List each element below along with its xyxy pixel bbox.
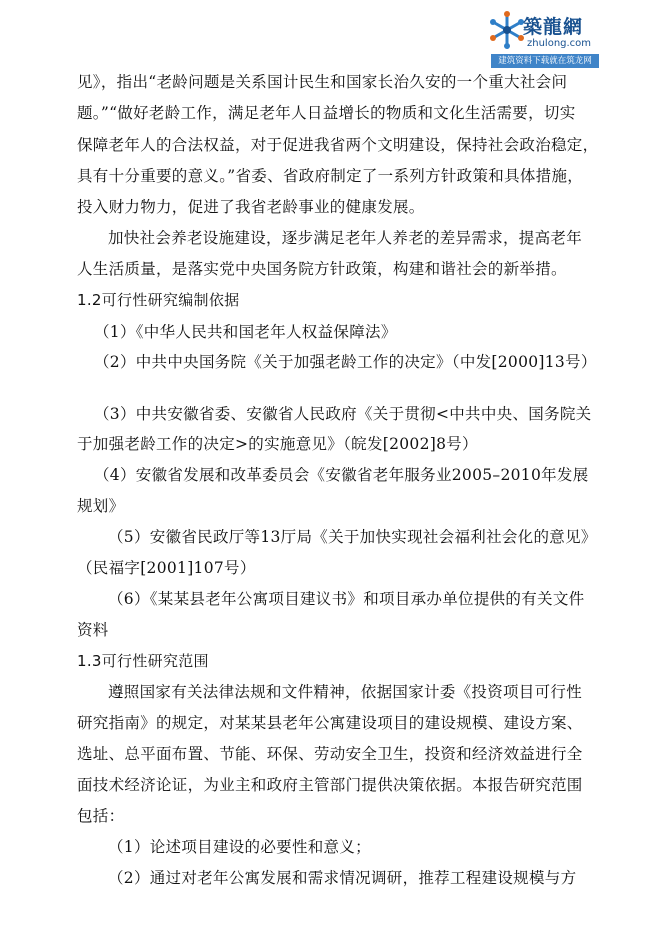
reference-item-2: （2）中共中央国务院《关于加强老龄工作的决定》（中发[2000]13号） [94,353,597,371]
paragraph-line: 包括： [77,807,125,825]
reference-item-5-cont: （民福字[2001]107号） [77,559,256,577]
reference-item-5: （5）安徽省民政厅等13厅局《关于加快实现社会福利社会化的意见》 [108,528,597,546]
reference-item-4: （4）安徽省发展和改革委员会《安徽省老年服务业2005–2010年发展 [94,466,589,484]
paragraph-line: 保障老年人的合法权益，对于促进我省两个文明建设，保持社会政治稳定， [77,136,599,154]
section-heading-1-2: 1.2可行性研究编制依据 [77,291,240,309]
reference-item-6-cont: 资料 [77,621,109,639]
reference-item-3: （3）中共安徽省委、安徽省人民政府《关于贯彻<中共中央、国务院关 [94,405,592,423]
reference-item-3-cont: 于加强老龄工作的决定>的实施意见》（皖发[2002]8号） [77,435,478,453]
paragraph-line: 遵照国家有关法律法规和文件精神，依据国家计委《投资项目可行性 [108,683,583,701]
paragraph-line: 具有十分重要的意义。”省委、省政府制定了一系列方针政策和具体措施， [77,167,584,185]
reference-item-1: （1）《中华人民共和国老年人权益保障法》 [94,323,397,341]
logo-url: zhulong.com [527,38,592,49]
paragraph-line: 题。”“做好老龄工作，满足老年人日益增长的物质和文化生活需要，切实 [77,104,576,122]
paragraph-line: 见》，指出“老龄问题是关系国计民生和国家长治久安的一个重大社会问 [77,73,568,91]
scope-item-1: （1）论述项目建设的必要性和意义； [108,838,371,856]
zhulong-logo [487,8,603,72]
logo-tagline: 建筑资料下载就在筑龙网 [491,54,599,68]
scope-item-2: （2）通过对老年公寓发展和需求情况调研，推荐工程建设规模与方 [108,869,577,887]
paragraph-line: 加快社会养老设施建设，逐步满足老年人养老的差异需求，提高老年 [108,229,583,247]
reference-item-4-cont: 规划》 [77,497,125,515]
paragraph-line: 面技术经济论证，为业主和政府主管部门提供决策依据。本报告研究范围 [77,776,583,794]
reference-item-6: （6）《某某县老年公寓项目建议书》和项目承办单位提供的有关文件 [108,590,585,608]
snowflake-logo-icon [487,10,527,50]
paragraph-line: 人生活质量，是落实党中央国务院方针政策，构建和谐社会的新举措。 [77,260,567,278]
paragraph-line: 研究指南》的规定，对某某县老年公寓建设项目的建设规模、建设方案、 [77,714,583,732]
paragraph-line: 投入财力物力，促进了我省老龄事业的健康发展。 [77,198,425,216]
logo-name: 築龍網 [523,16,584,38]
section-heading-1-3: 1.3可行性研究范围 [77,652,209,670]
paragraph-line: 选址、总平面布置、节能、环保、劳动安全卫生，投资和经济效益进行全 [77,745,583,763]
